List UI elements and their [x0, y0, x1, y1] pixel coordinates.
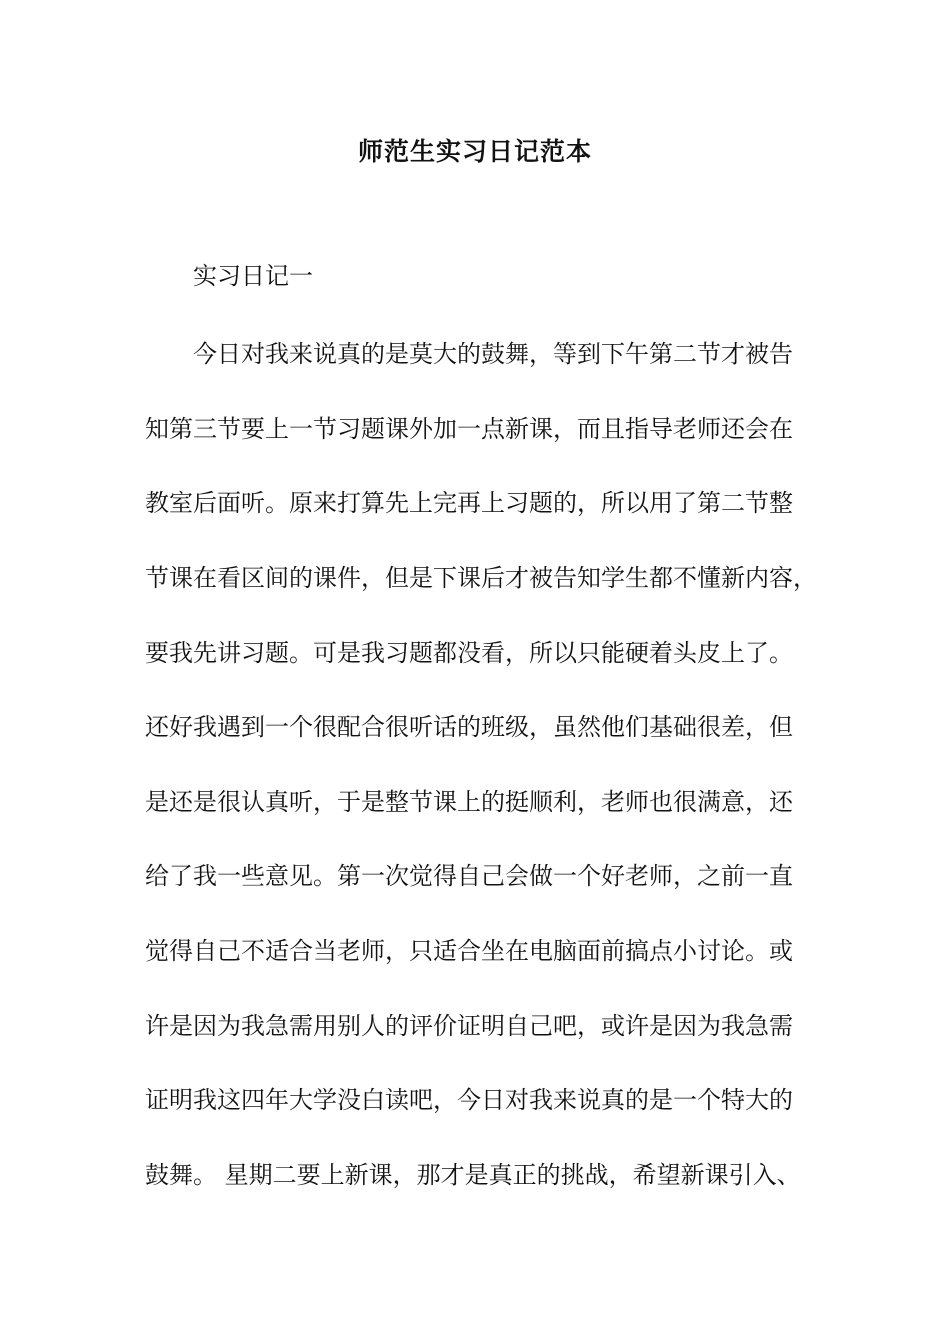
paragraph-line-4: 节课在看区间的课件，但是下课后才被告知学生都不懂新内容， — [145, 564, 817, 592]
paragraph-line-10: 许是因为我急需用别人的评价证明自己吧，或许是因为我急需 — [145, 1012, 793, 1040]
paragraph-line-2: 知第三节要上一节习题课外加一点新课，而且指导老师还会在 — [145, 415, 793, 443]
paragraph-line-3: 教室后面听。原来打算先上完再上习题的，所以用了第二节整 — [145, 489, 793, 517]
paragraph-line-7: 是还是很认真听，于是整节课上的挺顺利，老师也很满意，还 — [145, 788, 793, 816]
paragraph-line-6: 还好我遇到一个很配合很听话的班级，虽然他们基础很差，但 — [145, 713, 793, 741]
paragraph-line-5: 要我先讲习题。可是我习题都没看，所以只能硬着头皮上了。 — [145, 639, 793, 667]
paragraph-line-1: 今日对我来说真的是莫大的鼓舞，等到下午第二节才被告 — [193, 340, 793, 368]
paragraph-line-11: 证明我这四年大学没白读吧，今日对我来说真的是一个特大的 — [145, 1086, 793, 1114]
paragraph-line-9: 觉得自己不适合当老师，只适合坐在电脑面前搞点小讨论。或 — [145, 937, 793, 965]
paragraph-line-8: 给了我一些意见。第一次觉得自己会做一个好老师，之前一直 — [145, 862, 793, 890]
paragraph-line-12: 鼓舞。 星期二要上新课，那才是真正的挑战，希望新课引入、 — [145, 1161, 801, 1189]
document-title: 师范生实习日记范本 — [357, 137, 592, 166]
section-heading: 实习日记一 — [193, 262, 313, 290]
